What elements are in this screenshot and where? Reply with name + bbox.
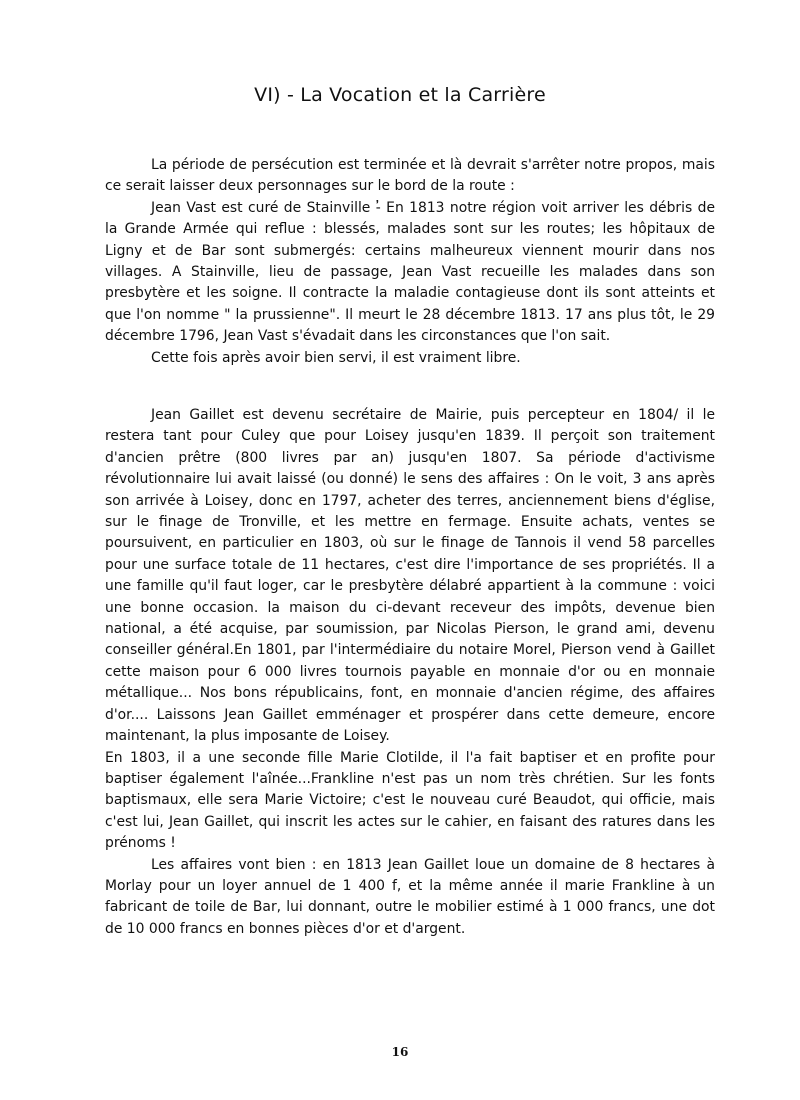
chapter-title: VI) - La Vocation et la Carrière: [254, 84, 546, 106]
paragraph-gaillet-daughters: En 1803, il a une seconde fille Marie Clotilde, il l'a fait baptiser et en profite pour baptiser également l'aînée...Frankline n'est pas un nom très chrétien. Sur les fonts baptismaux, elle sera Marie Victoire; c'est le nouveau curé Beaudot, qui officie, mais c'est lui, Jean Gaillet, qui inscrit les actes sur le cahier, en faisant des ratures dans les prénoms !: [105, 749, 715, 852]
page-number: 16: [391, 1045, 409, 1059]
section-persecution-end: [105, 155, 715, 369]
paragraph-vast-free: Cette fois après avoir bien servi, il est vraiment libre.: [151, 349, 521, 366]
paragraph-gaillet-affairs: Les affaires vont bien : en 1813 Jean Gaillet loue un domaine de 8 hectares à Morlay pour un loyer annuel de 1 400 f, et la même année il marie Frankline à un fabricant de toile de Bar, lui donnant, outre le mobilier estimé à 1 000 francs, une dot de 10 000 francs en bonnes pièces d'or et d'argent.: [105, 856, 715, 937]
section-jean-gaillet: [105, 405, 715, 940]
paragraph-intro: La période de persécution est terminée et là devrait s'arrêter notre propos, mais ce serait laisser deux personnages sur le bord de la route :: [105, 157, 715, 195]
paragraph-gaillet-career: Jean Gaillet est devenu secrétaire de Mairie, puis percepteur en 1804/ il le restera tant pour Culey que pour Loisey jusqu'en 1839. Il perçoit son traitement d'ancien prêtre (800 livres par an) jusqu'en 1807. Sa période d'activisme révolutionnaire lui avait laissé (ou donné) le sens des affaires : On le voit, 3 ans après son arrivée à Loisey, donc en 1797, acheter des terres, anciennement biens d'église, sur le finage de Tronville, et les mettre en fermage. Ensuite achats, ventes se poursuivent, en particulier en 1803, où sur le finage de Tannois il vend 58 parcelles pour une surface totale de 11 hectares, c'est dire l'importance de ses propriétés. Il a une famille qu'il faut loger, car le presbytère délabré appartient à la commune : voici une bonne occasion. la maison du ci-devant receveur des impôts, devenue bien national, a été acquise, par soumission, par Nicolas Pierson, le grand ami, devenu conseiller général.En 1801, par l'intermédiaire du notaire Morel, Pierson vend à Gaillet cette maison pour 6 000 livres tournois payable en monnaie d'or ou en monnaie métallique... Nos bons républicains, font, en monnaie d'ancien régime, des affaires d'or.... Laissons Jean Gaillet emménager et prospérer dans cette demeure, encore maintenant, la plus imposante de Loisey.: [105, 407, 715, 745]
paragraph-jean-vast: Jean Vast est curé de Stainville -̓ En 1813 notre région voit arriver les débris de la Grande Armée qui reflue : blessés, malades sont sur les routes; les hôpitaux de Ligny et de Bar sont submergés: certains malheureux viennent mourir dans nos villages. A Stainville, lieu de passage, Jean Vast recueille les malades dans son presbytère et les soigne. Il contracte la maladie contagieuse dont ils sont atteints et que l'on nomme " la prussienne". Il meurt le 28 décembre 1813. 17 ans plus tôt, le 29 décembre 1796, Jean Vast s'évadait dans les circonstances que l'on sait.: [105, 199, 715, 345]
